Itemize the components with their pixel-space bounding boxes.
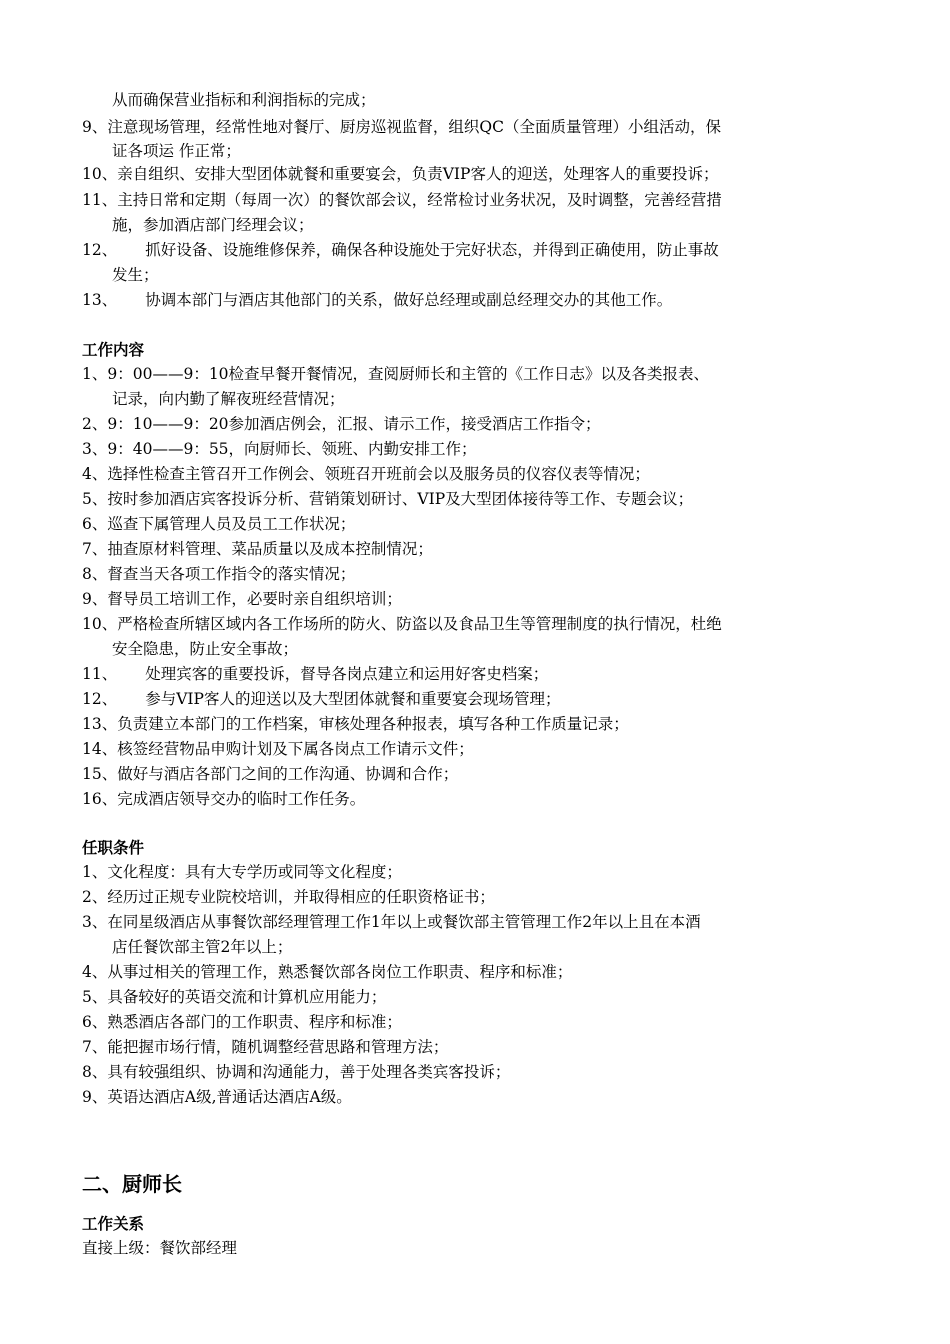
item-text: 注意现场管理，经常性地对餐厅、厨房巡视监督，组织QC（全面质量管理）小组活动，保 xyxy=(107,118,721,136)
work-relations-heading: 工作关系 xyxy=(82,1215,145,1233)
item-text: 在同星级酒店从事餐饮部经理管理工作1年以上或餐饮部主管管理工作2年以上且在本酒 xyxy=(107,913,701,931)
qual-item-7 xyxy=(82,1035,872,1059)
item-text: 具备较好的英语交流和计算机应用能力； xyxy=(107,988,387,1006)
item-number: 4、 xyxy=(82,465,108,483)
item-number: 5、 xyxy=(82,490,108,508)
item-text: 巡查下属管理人员及员工工作状况； xyxy=(107,515,356,533)
item-number: 3、 xyxy=(82,440,108,458)
item-number: 2、 xyxy=(82,888,108,906)
duty-item-11-cont xyxy=(112,213,872,237)
item-text: 严格检查所辖区域内各工作场所的防火、防盗以及食品卫生等管理制度的执行情况，杜绝 xyxy=(117,615,722,633)
item-text: 抽查原材料管理、菜品质量以及成本控制情况； xyxy=(107,540,433,558)
work-item-15 xyxy=(82,762,872,786)
direct-superior xyxy=(82,1236,872,1260)
qualifications-heading: 任职条件 xyxy=(82,839,145,857)
duty-item-10 xyxy=(82,162,872,186)
item-number: 3、 xyxy=(82,913,108,931)
item-text: 熟悉酒店各部门的工作职责、程序和标准； xyxy=(107,1013,402,1031)
item-text-cont: 安全隐患，防止安全事故； xyxy=(112,640,299,658)
item-number: 6、 xyxy=(82,1013,108,1031)
work-item-5 xyxy=(82,487,872,511)
qual-item-9 xyxy=(82,1085,872,1109)
item-text-cont: 发生； xyxy=(112,266,159,284)
qual-item-8 xyxy=(82,1060,872,1084)
item-text-cont: 记录，向内勤了解夜班经营情况； xyxy=(112,390,345,408)
item-text: 从事过相关的管理工作，熟悉餐饮部各岗位工作职责、程序和标准； xyxy=(107,963,573,981)
item-number: 8、 xyxy=(82,1063,108,1081)
work-item-6 xyxy=(82,512,872,536)
duty-item-12-cont xyxy=(112,263,872,287)
item-number: 1、 xyxy=(82,365,108,383)
item-number: 7、 xyxy=(82,1038,108,1056)
item-number: 1、 xyxy=(82,863,108,881)
item-number: 13、 xyxy=(82,715,118,733)
item-text: 文化程度：具有大专学历或同等文化程度； xyxy=(107,863,402,881)
item-text-cont: 证各项运 作正常； xyxy=(112,142,241,160)
qual-item-3-cont xyxy=(112,935,872,959)
work-item-9 xyxy=(82,587,872,611)
work-item-7 xyxy=(82,537,872,561)
duty-item-9-cont xyxy=(112,139,872,163)
work-item-10 xyxy=(82,612,872,636)
item-number: 12、 xyxy=(82,690,118,708)
work-item-4 xyxy=(82,462,872,486)
item-text: 亲自组织、安排大型团体就餐和重要宴会，负责VIP客人的迎送，处理客人的重要投诉； xyxy=(117,165,719,183)
duty-continuation xyxy=(112,88,872,112)
item-text: 督导员工培训工作，必要时亲自组织培训； xyxy=(107,590,402,608)
duty-8-tail-text: 从而确保营业指标和利润指标的完成； xyxy=(112,91,376,109)
item-text: 9：00——9：10检查早餐开餐情况，查阅厨师长和主管的《工作日志》以及各类报表、 xyxy=(107,365,710,383)
work-item-13 xyxy=(82,712,872,736)
work-item-11 xyxy=(82,662,872,686)
work-content-heading: 工作内容 xyxy=(82,341,145,359)
duty-item-11 xyxy=(82,188,872,212)
item-text-cont: 店任餐饮部主管2年以上； xyxy=(112,938,293,956)
item-text: 核签经营物品申购计划及下属各岗点工作请示文件； xyxy=(117,740,474,758)
qual-item-1 xyxy=(82,860,872,884)
item-number: 11、 xyxy=(82,665,118,683)
work-item-1 xyxy=(82,362,872,386)
item-number: 13、 xyxy=(82,291,118,309)
item-text: 英语达酒店A级,普通话达酒店A级。 xyxy=(107,1088,352,1106)
item-number: 8、 xyxy=(82,565,108,583)
item-text: 做好与酒店各部门之间的工作沟通、协调和合作； xyxy=(117,765,459,783)
item-text: 主持日常和定期（每周一次）的餐饮部会议，经常检讨业务状况，及时调整，完善经营措 xyxy=(117,191,722,209)
item-number: 16、 xyxy=(82,790,118,808)
item-text: 9：10——9：20参加酒店例会，汇报、请示工作，接受酒店工作指令； xyxy=(107,415,601,433)
work-item-12 xyxy=(82,687,872,711)
item-number: 11、 xyxy=(82,191,118,209)
duty-item-12 xyxy=(82,238,872,262)
item-text: 督查当天各项工作指令的落实情况； xyxy=(107,565,356,583)
item-text: 具有较强组织、协调和沟通能力，善于处理各类宾客投诉； xyxy=(107,1063,511,1081)
item-number: 4、 xyxy=(82,963,108,981)
section-title-chef: 二、厨师长 xyxy=(82,1172,182,1196)
work-item-8 xyxy=(82,562,872,586)
item-text: 协调本部门与酒店其他部门的关系，做好总经理或副总经理交办的其他工作。 xyxy=(145,291,673,309)
item-number: 9、 xyxy=(82,118,108,136)
qual-item-6 xyxy=(82,1010,872,1034)
item-text-cont: 施，参加酒店部门经理会议； xyxy=(112,216,314,234)
item-text: 参与VIP客人的迎送以及大型团体就餐和重要宴会现场管理； xyxy=(145,690,561,708)
item-number: 15、 xyxy=(82,765,118,783)
item-text: 处理宾客的重要投诉，督导各岗点建立和运用好客史档案； xyxy=(145,665,549,683)
work-item-16 xyxy=(82,787,872,811)
item-text: 选择性检查主管召开工作例会、领班召开班前会以及服务员的仪容仪表等情况； xyxy=(107,465,650,483)
item-number: 9、 xyxy=(82,590,108,608)
item-text: 9：40——9：55，向厨师长、领班、内勤安排工作； xyxy=(107,440,477,458)
work-item-3 xyxy=(82,437,872,461)
qual-item-5 xyxy=(82,985,872,1009)
qual-item-2 xyxy=(82,885,872,909)
item-number: 10、 xyxy=(82,165,118,183)
item-text: 经历过正规专业院校培训，并取得相应的任职资格证书； xyxy=(107,888,495,906)
item-number: 14、 xyxy=(82,740,118,758)
item-number: 10、 xyxy=(82,615,118,633)
qual-item-4 xyxy=(82,960,872,984)
item-number: 12、 xyxy=(82,241,118,259)
item-text: 负责建立本部门的工作档案，审核处理各种报表，填写各种工作质量记录； xyxy=(117,715,629,733)
item-number: 6、 xyxy=(82,515,108,533)
item-text: 抓好设备、设施维修保养，确保各种设施处于完好状态，并得到正确使用，防止事故 xyxy=(145,241,719,259)
item-number: 5、 xyxy=(82,988,108,1006)
direct-superior-text: 直接上级：餐饮部经理 xyxy=(82,1239,238,1257)
item-number: 9、 xyxy=(82,1088,108,1106)
item-text: 完成酒店领导交办的临时工作任务。 xyxy=(117,790,366,808)
work-item-10-cont xyxy=(112,637,872,661)
item-number: 2、 xyxy=(82,415,108,433)
duty-item-13 xyxy=(82,288,872,312)
qual-item-3 xyxy=(82,910,872,934)
item-number: 7、 xyxy=(82,540,108,558)
item-text: 能把握市场行情，随机调整经营思路和管理方法； xyxy=(107,1038,449,1056)
work-item-14 xyxy=(82,737,872,761)
work-item-2 xyxy=(82,412,872,436)
duty-item-9 xyxy=(82,115,872,139)
work-item-1-cont xyxy=(112,387,872,411)
item-text: 按时参加酒店宾客投诉分析、营销策划研讨、VIP及大型团体接待等工作、专题会议； xyxy=(107,490,694,508)
